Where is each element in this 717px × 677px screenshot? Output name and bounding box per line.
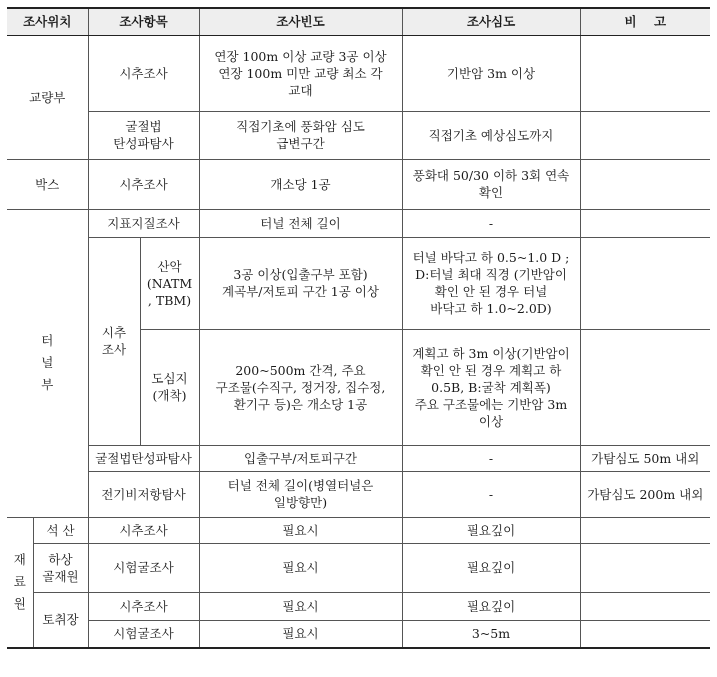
tunnel-refraction-frequency: 입출구부/저토피구간 (199, 445, 402, 471)
tunnel-boring-label: 시추 조사 (88, 237, 140, 445)
borrow-boring-remark (580, 592, 710, 620)
tunnel-resistivity-item: 전기비저항탐사 (88, 471, 199, 517)
quarry-item: 시추조사 (88, 517, 199, 543)
borrow-boring-frequency: 필요시 (199, 592, 402, 620)
tunnel-label: 터 널 부 (7, 209, 88, 517)
bridge-boring-depth: 기반암 3m 이상 (402, 35, 580, 111)
borrow-boring-item: 시추조사 (88, 592, 199, 620)
tunnel-mountain-frequency: 3공 이상(입출구부 포함) 계곡부/저토피 구간 1공 이상 (199, 237, 402, 329)
borrow-label: 토취장 (33, 592, 88, 648)
box-remark (580, 159, 710, 209)
borrow-pit-remark (580, 620, 710, 648)
materials-label: 재 료 원 (7, 517, 33, 648)
tunnel-urban-remark (580, 329, 710, 445)
borrow-boring-depth: 필요깊이 (402, 592, 580, 620)
table-row (7, 620, 710, 648)
tunnel-mountain-remark (580, 237, 710, 329)
table-row (7, 471, 710, 517)
quarry-label: 석 산 (33, 517, 88, 543)
box-frequency: 개소당 1공 (199, 159, 402, 209)
bridge-boring-frequency: 연장 100m 이상 교량 3공 이상 연장 100m 미만 교량 최소 각 교대 (199, 35, 402, 111)
header-item: 조사항목 (88, 8, 199, 35)
borrow-pit-depth: 3~5m (402, 620, 580, 648)
tunnel-surface-item: 지표지질조사 (88, 209, 199, 237)
tunnel-resistivity-depth: - (402, 471, 580, 517)
borrow-pit-item: 시험굴조사 (88, 620, 199, 648)
tunnel-urban-frequency: 200~500m 간격, 주요 구조물(수직구, 정거장, 집수정, 환기구 등)은 개소당 1공 (199, 329, 402, 445)
table-row (7, 592, 710, 620)
bridge-refraction-item: 굴절법 탄성파탐사 (88, 111, 199, 159)
table-row (7, 209, 710, 237)
bridge-label: 교량부 (7, 35, 88, 159)
table-row (7, 35, 710, 111)
river-frequency: 필요시 (199, 543, 402, 592)
tunnel-refraction-item: 굴절법탄성파탐사 (88, 445, 199, 471)
tunnel-surface-frequency: 터널 전체 길이 (199, 209, 402, 237)
table-row (7, 111, 710, 159)
header-remarks: 비 고 (580, 8, 710, 35)
tunnel-urban-depth: 계획고 하 3m 이상(기반암이 확인 안 된 경우 계획고 하 0.5B, B:굴착 계획폭) 주요 구조물에는 기반암 3m 이상 (402, 329, 580, 445)
tunnel-refraction-depth: - (402, 445, 580, 471)
river-label: 하상 골재원 (33, 543, 88, 592)
quarry-remark (580, 517, 710, 543)
river-remark (580, 543, 710, 592)
tunnel-surface-remark (580, 209, 710, 237)
tunnel-mountain-type: 산악 (NATM , TBM) (140, 237, 199, 329)
box-depth: 풍화대 50/30 이하 3회 연속 확인 (402, 159, 580, 209)
tunnel-mountain-depth: 터널 바닥고 하 0.5~1.0 D ; D:터널 최대 직경 (기반암이 확인 안 된 경우 터널 바닥고 하 1.0~2.0D) (402, 237, 580, 329)
bridge-boring-remark (580, 35, 710, 111)
document-page (7, 7, 717, 649)
tunnel-refraction-remark: 가탐심도 50m 내외 (580, 445, 710, 471)
tunnel-resistivity-remark: 가탐심도 200m 내외 (580, 471, 710, 517)
bridge-boring-item: 시추조사 (88, 35, 199, 111)
table-row (7, 543, 710, 592)
table-row (7, 237, 710, 329)
header-location: 조사위치 (7, 8, 88, 35)
bridge-refraction-depth: 직접기초 예상심도까지 (402, 111, 580, 159)
borrow-pit-frequency: 필요시 (199, 620, 402, 648)
tunnel-surface-depth: - (402, 209, 580, 237)
header-frequency: 조사빈도 (199, 8, 402, 35)
survey-table (7, 7, 710, 649)
table-row (7, 445, 710, 471)
bridge-refraction-frequency: 직접기초에 풍화암 심도 급변구간 (199, 111, 402, 159)
table-row (7, 517, 710, 543)
tunnel-urban-type: 도심지 (개착) (140, 329, 199, 445)
tunnel-resistivity-frequency: 터널 전체 길이(병열터널은 일방향만) (199, 471, 402, 517)
header-row (7, 8, 710, 35)
box-item: 시추조사 (88, 159, 199, 209)
quarry-depth: 필요깊이 (402, 517, 580, 543)
river-item: 시험굴조사 (88, 543, 199, 592)
box-label: 박스 (7, 159, 88, 209)
header-depth: 조사심도 (402, 8, 580, 35)
river-depth: 필요깊이 (402, 543, 580, 592)
quarry-frequency: 필요시 (199, 517, 402, 543)
table-row (7, 159, 710, 209)
bridge-refraction-remark (580, 111, 710, 159)
